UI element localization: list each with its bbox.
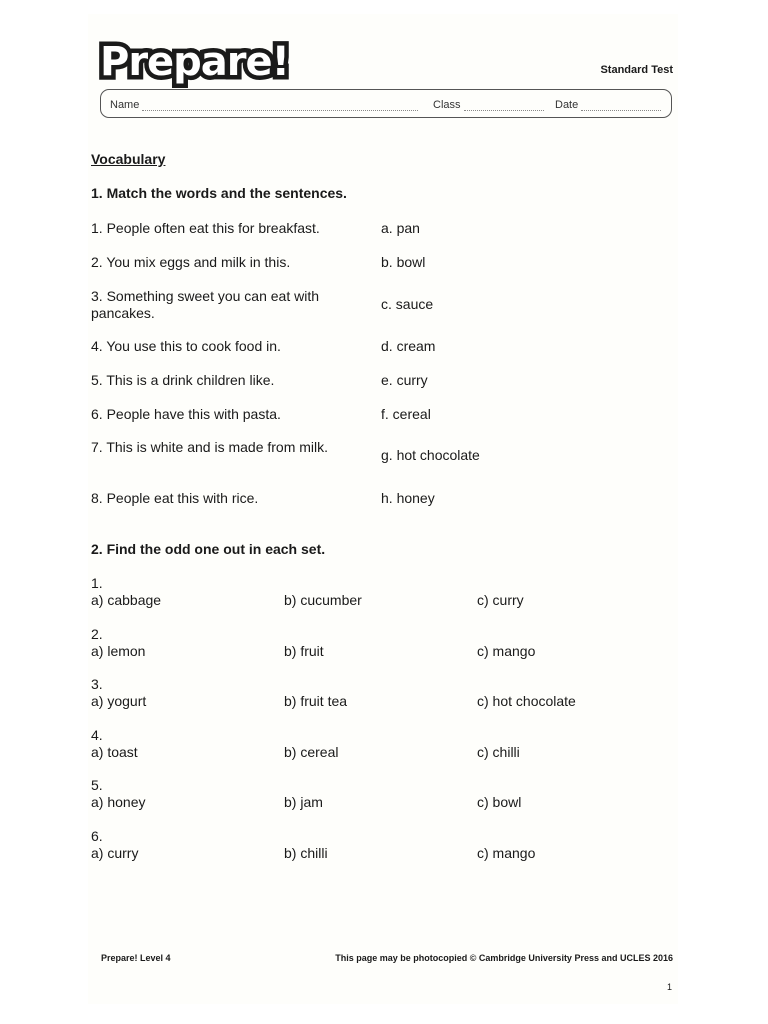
student-info-box bbox=[100, 89, 672, 118]
option-c: c) curry bbox=[477, 592, 524, 608]
option-b: b) cereal bbox=[284, 744, 339, 760]
option-b: b) fruit bbox=[284, 643, 324, 659]
option-a: a) curry bbox=[91, 845, 139, 861]
match-answer: f. cereal bbox=[381, 406, 431, 422]
footer-copyright: This page may be photocopied © Cambridge University Press and UCLES 2016 bbox=[335, 953, 673, 963]
option-a: a) honey bbox=[91, 794, 146, 810]
match-answer: d. cream bbox=[381, 338, 436, 354]
option-c: c) hot chocolate bbox=[477, 693, 576, 709]
match-question: 1. People often eat this for breakfast. bbox=[91, 220, 320, 236]
section-title: Vocabulary bbox=[91, 151, 166, 167]
class-line[interactable] bbox=[464, 100, 544, 111]
option-a: a) lemon bbox=[91, 643, 146, 659]
set-number: 6. bbox=[91, 828, 103, 844]
page-number: 1 bbox=[666, 982, 672, 992]
class-label: Class bbox=[433, 99, 461, 111]
match-answer: h. honey bbox=[381, 490, 435, 506]
match-question: 7. This is white and is made from milk. bbox=[91, 439, 329, 455]
match-question: 4. You use this to cook food in. bbox=[91, 338, 281, 354]
worksheet-page bbox=[88, 14, 678, 1004]
exercise-1-title: 1. Match the words and the sentences. bbox=[91, 185, 347, 201]
date-line[interactable] bbox=[581, 100, 661, 111]
option-b: b) jam bbox=[284, 794, 323, 810]
test-type-label: Standard Test bbox=[600, 64, 673, 76]
option-b: b) cucumber bbox=[284, 592, 362, 608]
match-answer: e. curry bbox=[381, 372, 428, 388]
option-c: c) mango bbox=[477, 643, 536, 659]
name-field bbox=[110, 99, 418, 111]
match-answer: b. bowl bbox=[381, 254, 426, 270]
date-field bbox=[555, 99, 661, 111]
class-field bbox=[433, 99, 544, 111]
match-question: 2. You mix eggs and milk in this. bbox=[91, 254, 291, 270]
set-number: 4. bbox=[91, 727, 103, 743]
set-number: 5. bbox=[91, 777, 103, 793]
footer-level: Prepare! Level 4 bbox=[101, 953, 171, 963]
match-question: 8. People eat this with rice. bbox=[91, 490, 259, 506]
option-c: c) mango bbox=[477, 845, 536, 861]
set-number: 3. bbox=[91, 676, 103, 692]
option-a: a) toast bbox=[91, 744, 138, 760]
match-question: 3. Something sweet you can eat with pancakes. bbox=[91, 288, 320, 321]
date-label: Date bbox=[555, 99, 579, 111]
exercise-2-title: 2. Find the odd one out in each set. bbox=[91, 541, 326, 557]
option-a: a) cabbage bbox=[91, 592, 162, 608]
option-c: c) bowl bbox=[477, 794, 522, 810]
match-question: 5. This is a drink children like. bbox=[91, 372, 275, 388]
match-answer: c. sauce bbox=[381, 296, 434, 312]
set-number: 1. bbox=[91, 575, 103, 591]
match-question: 6. People have this with pasta. bbox=[91, 406, 281, 422]
set-number: 2. bbox=[91, 626, 103, 642]
match-answer: g. hot chocolate bbox=[381, 447, 480, 463]
name-line[interactable] bbox=[142, 100, 418, 111]
option-b: b) chilli bbox=[284, 845, 328, 861]
match-answer: a. pan bbox=[381, 220, 420, 236]
option-c: c) chilli bbox=[477, 744, 520, 760]
option-a: a) yogurt bbox=[91, 693, 147, 709]
option-b: b) fruit tea bbox=[284, 693, 348, 709]
prepare-logo: Prepare! bbox=[100, 39, 289, 85]
name-label: Name bbox=[110, 99, 140, 111]
